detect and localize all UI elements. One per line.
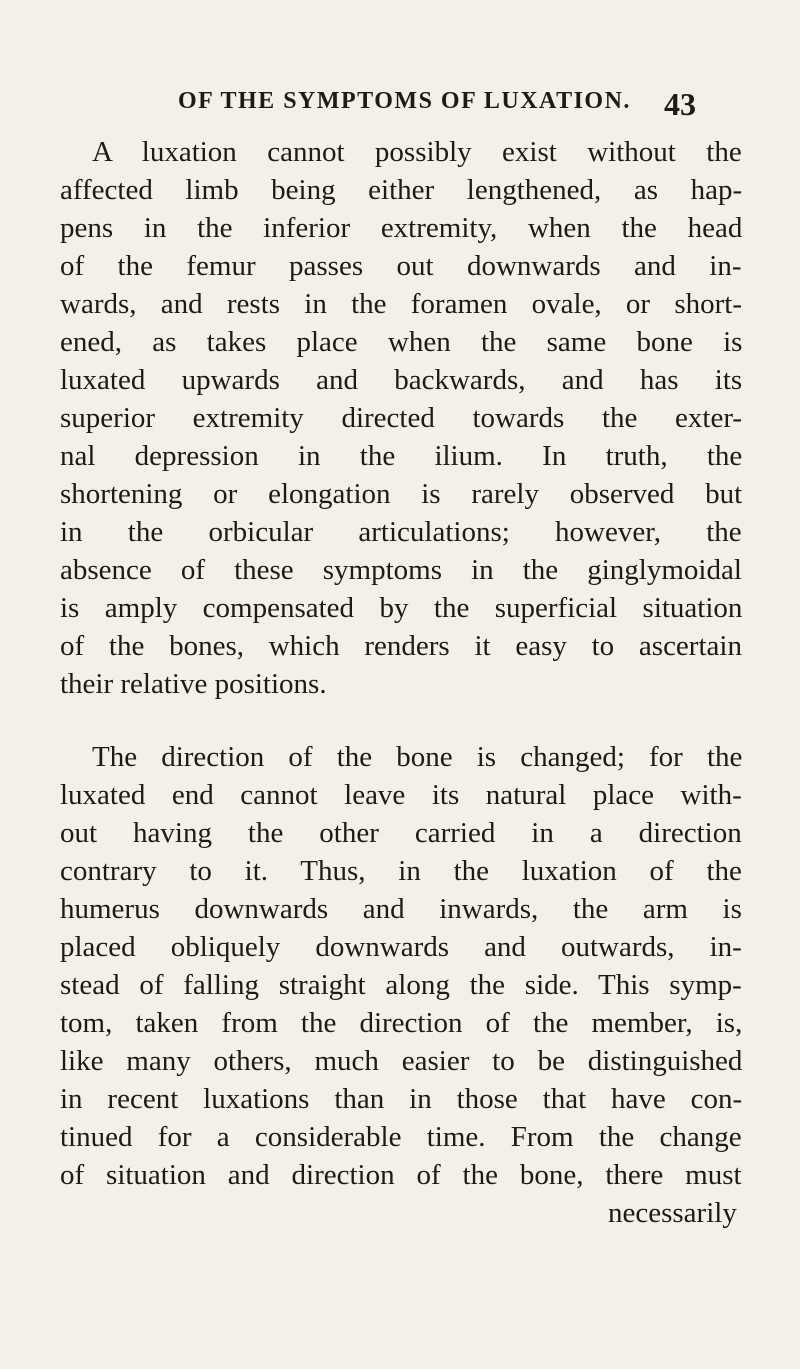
- text-line: absence of these symptoms in the ginglymoidal: [60, 554, 742, 586]
- text-line: nal depression in the ilium. In truth, the: [60, 440, 743, 472]
- text-line: of the bones, which renders it easy to ascertain: [60, 630, 742, 662]
- text-line: contrary to it. Thus, in the luxation of the: [60, 855, 742, 887]
- text-line: is amply compensated by the superficial situation: [60, 592, 743, 624]
- text-line: luxated end cannot leave its natural place with-: [60, 779, 742, 811]
- text-line: A luxation cannot possibly exist without the: [92, 136, 742, 168]
- text-line: The direction of the bone is changed; for the: [92, 741, 743, 773]
- text-line: humerus downwards and inwards, the arm is: [60, 893, 742, 925]
- text-line: tom, taken from the direction of the member, is,: [60, 1007, 743, 1039]
- text-line: of situation and direction of the bone, there must: [60, 1159, 742, 1191]
- text-line: wards, and rests in the foramen ovale, or short-: [60, 288, 743, 320]
- text-line: placed obliquely downwards and outwards, in-: [60, 931, 742, 963]
- text-line: their relative positions.: [60, 668, 327, 700]
- running-head: [178, 88, 738, 128]
- text-line: affected limb being either lengthened, as hap-: [60, 174, 743, 206]
- text-line: shortening or elongation is rarely observed but: [60, 478, 743, 510]
- text-line: luxated upwards and backwards, and has its: [60, 364, 743, 396]
- text-line: out having the other carried in a direction: [60, 817, 742, 849]
- text-line: like many others, much easier to be distinguished: [60, 1045, 743, 1077]
- text-line: pens in the inferior extremity, when the head: [60, 212, 743, 244]
- text-line: in recent luxations than in those that have con-: [60, 1083, 743, 1115]
- text-line: superior extremity directed towards the exter-: [60, 402, 743, 434]
- text-line: in the orbicular articulations; however, the: [60, 516, 742, 548]
- running-title: OF THE SYMPTOMS OF LUXATION.: [178, 88, 631, 114]
- text-line: tinued for a considerable time. From the change: [60, 1121, 742, 1153]
- page-number: 43: [664, 86, 696, 122]
- catchword: necessarily: [608, 1197, 737, 1229]
- text-line: of the femur passes out downwards and in-: [60, 250, 742, 282]
- text-line: stead of falling straight along the side. This symp-: [60, 969, 742, 1001]
- text-line: ened, as takes place when the same bone is: [60, 326, 743, 358]
